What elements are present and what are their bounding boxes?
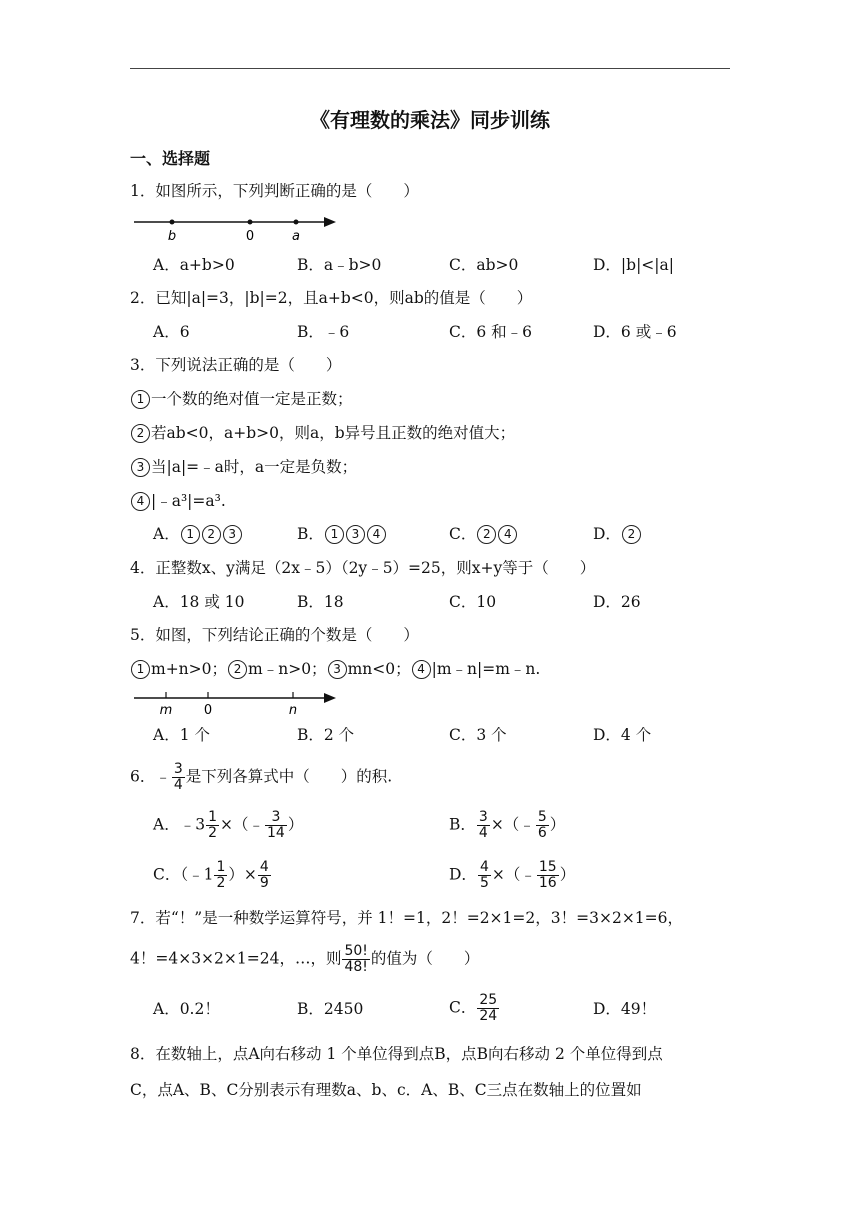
q5-option-d: D．4 个: [593, 726, 652, 744]
q5-conclusions: 1 m+n>0； 2 m﹣n>0； 3 mn<0； 4 |m﹣n|=m﹣n.: [130, 658, 540, 680]
q6-option-d: D． $\frac{4}{5}$ ×（﹣ $\frac{15}{16}$ ）: [449, 859, 576, 891]
axis-arrow: [324, 217, 336, 227]
q3-option-d: D． 2: [593, 523, 642, 545]
q5-option-a: A．1 个: [153, 726, 210, 744]
label-b: b: [167, 229, 177, 242]
q5-option-c: C．3 个: [449, 726, 507, 744]
circled-number: 1: [131, 390, 150, 409]
circled-number: 3: [131, 458, 150, 477]
label-m: m: [159, 703, 173, 718]
section-heading: 一、选择题: [130, 149, 211, 168]
q7-option-a: A．0.2！: [153, 1000, 220, 1018]
q5-stem: 5．如图，下列结论正确的个数是（ ）: [130, 626, 419, 644]
q8-stem-line2: C，点A、B、C分别表示有理数a、b、c．A、B、C三点在数轴上的位置如: [130, 1081, 642, 1099]
q6-option-c: C．（﹣1 $\frac{1}{2}$ ）× $\frac{4}{9}$: [153, 859, 269, 891]
q6-stem: 6．﹣ $\frac{3}{4}$ 是下列各算式中（ ）的积.: [130, 761, 393, 793]
page-title: 《有理数的乘法》同步训练: [310, 108, 550, 132]
q7-stem-line2: 4！=4×3×2×1=24，…，则 $\frac{50!}{48!}$ 的值为（ ）: [130, 943, 480, 975]
label-zero: 0: [203, 703, 213, 718]
q7-option-c: C． $\frac{25}{24}$: [449, 992, 498, 1024]
q7-option-d: D．49！: [593, 1000, 657, 1018]
q6-option-b: B． $\frac{3}{4}$ ×（﹣ $\frac{5}{6}$ ）: [449, 809, 566, 841]
label-zero: 0: [245, 229, 255, 242]
q3-statement-4: 4 |﹣a³|=a³.: [130, 490, 226, 512]
q3-statement-2: 2 若ab<0，a+b>0，则a，b异号且正数的绝对值大；: [130, 422, 515, 444]
axis-arrow: [324, 693, 336, 703]
q2-option-b: B．﹣6: [297, 323, 350, 341]
q4-option-c: C．10: [449, 593, 497, 611]
q3-option-c: C． 2 4: [449, 523, 518, 545]
q2-option-d: D．6 或﹣6: [593, 323, 677, 341]
q1-option-d: D．|b|<|a|: [593, 256, 674, 274]
q1-number-line: [130, 210, 350, 242]
label-a: a: [292, 229, 300, 242]
q6-option-a: A．﹣3 $\frac{1}{2}$ ×（﹣ $\frac{3}{14}$ ）: [153, 809, 304, 841]
q2-option-c: C．6 和﹣6: [449, 323, 533, 341]
q3-statement-3: 3 当|a|=﹣a时，a一定是负数；: [130, 456, 357, 478]
q3-statement-1: 1 一个数的绝对值一定是正数；: [130, 388, 353, 410]
point-zero: [248, 220, 253, 225]
q4-option-a: A．18 或 10: [153, 593, 245, 611]
q5-option-b: B．2 个: [297, 726, 355, 744]
q4-stem: 4．正整数x、y满足（2x﹣5）（2y﹣5）=25，则x+y等于（ ）: [130, 559, 596, 577]
point-b: [170, 220, 175, 225]
q1-option-b: B．a﹣b>0: [297, 256, 382, 274]
q3-stem: 3．下列说法正确的是（ ）: [130, 356, 342, 374]
q7-option-b: B．2450: [297, 1000, 364, 1018]
circled-number: 2: [131, 424, 150, 443]
header-rule: [130, 68, 730, 69]
q8-stem-line1: 8．在数轴上，点A向右移动 1 个单位得到点B，点B向右移动 2 个单位得到点: [130, 1045, 663, 1063]
q1-option-c: C．ab>0: [449, 256, 519, 274]
q2-option-a: A．6: [153, 323, 190, 341]
q1-stem: 1．如图所示，下列判断正确的是（ ）: [130, 182, 419, 200]
q5-number-line: [130, 688, 350, 718]
point-a: [294, 220, 299, 225]
q3-option-a: A． 1 2 3: [153, 523, 243, 545]
q7-stem-line1: 7．若“！”是一种数学运算符号，并 1！=1，2！=2×1=2，3！=3×2×1=6，: [130, 909, 684, 927]
q4-option-d: D．26: [593, 593, 641, 611]
q3-option-b: B． 1 3 4: [297, 523, 387, 545]
label-n: n: [288, 703, 298, 718]
q2-stem: 2．已知|a|=3，|b|=2，且a+b<0，则ab的值是（ ）: [130, 289, 533, 307]
q1-option-a: A．a+b>0: [153, 256, 235, 274]
fraction: $\frac{50!}{48!}$: [344, 943, 368, 975]
circled-number: 4: [131, 492, 150, 511]
q4-option-b: B．18: [297, 593, 344, 611]
fraction: $\frac{3}{4}$: [173, 761, 183, 793]
